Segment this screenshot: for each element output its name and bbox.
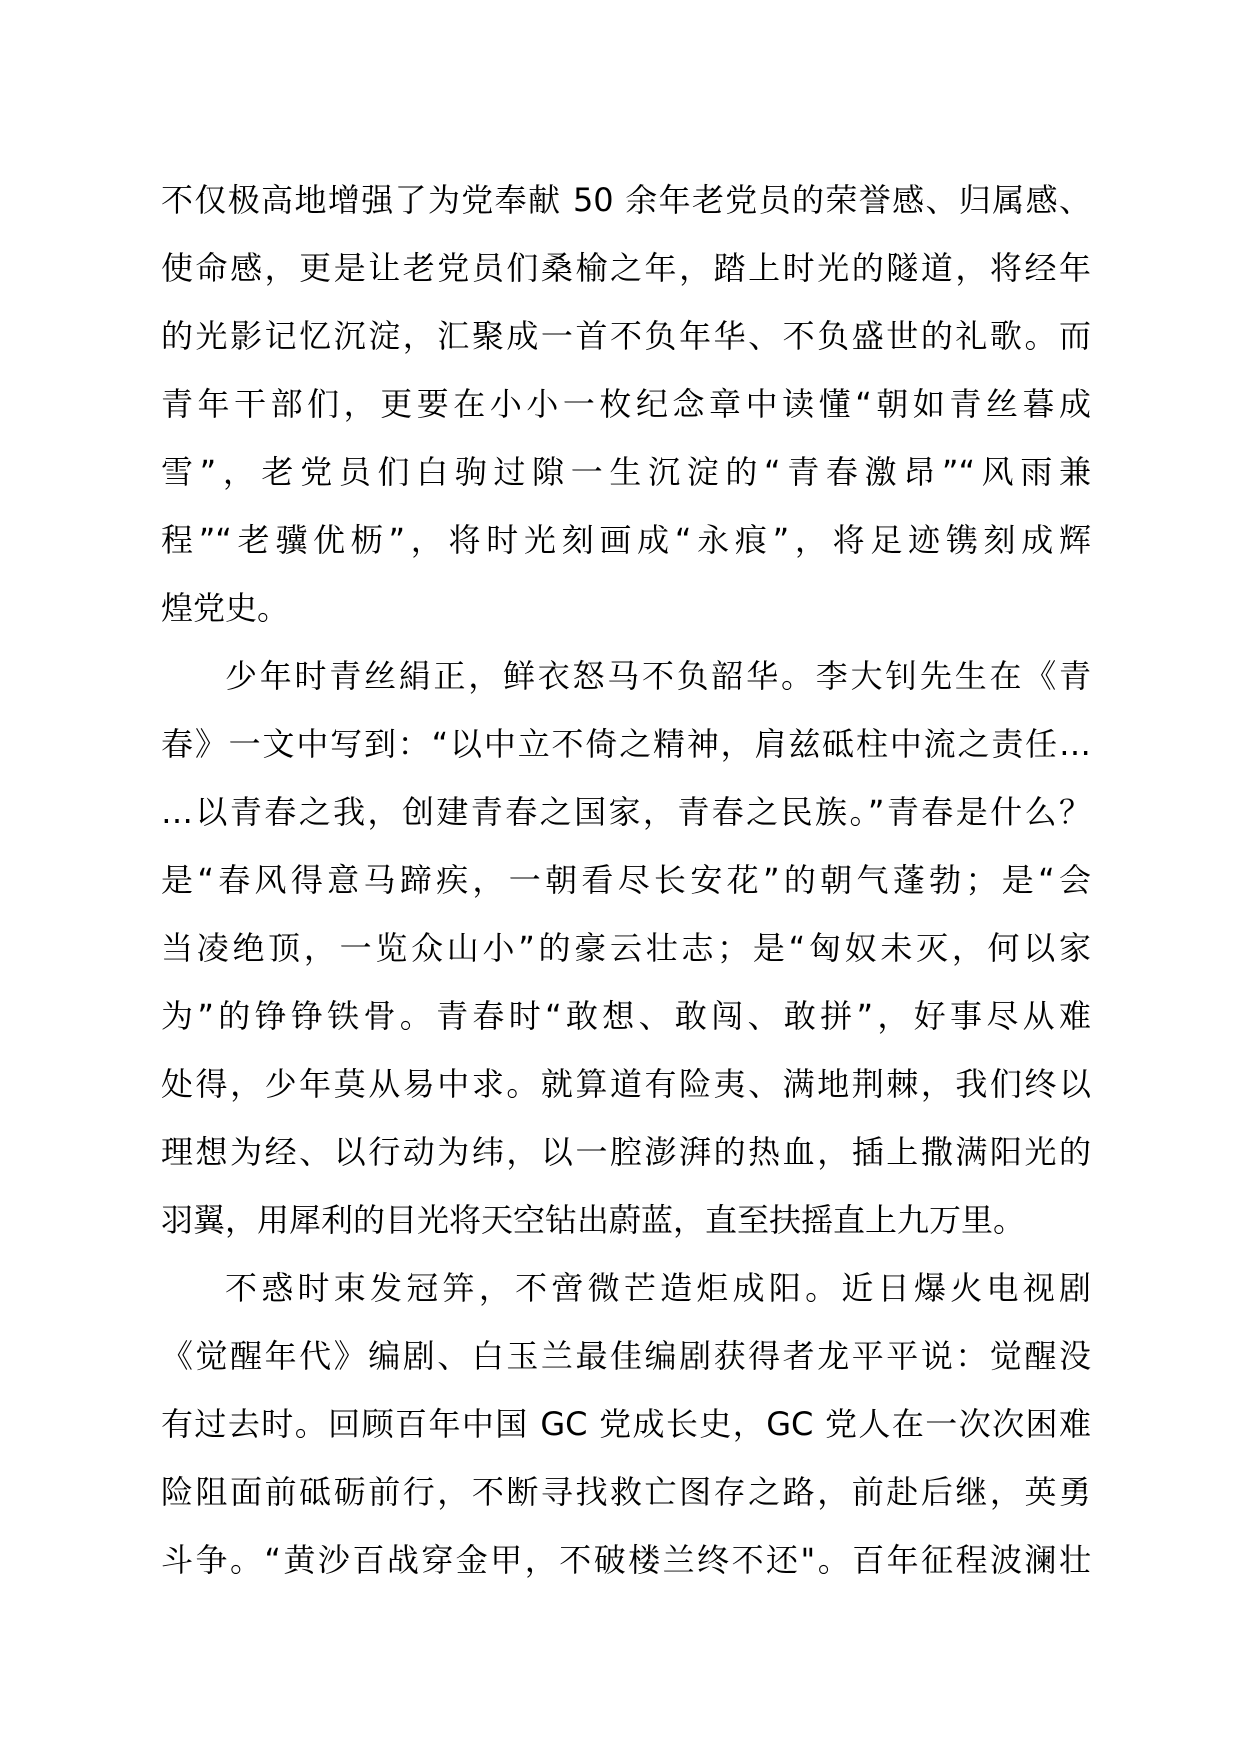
text-line: 不惑时束发冠笄，不啻微芒造炬成阳。近日爆火电视剧 [225,1269,1091,1307]
text-line: 不仅极高地增强了为党奉献 50 余年老党员的荣誉感、归属感、 [161,181,1091,219]
text-line: …以青春之我，创建青春之国家，青春之民族。”青春是什么？ [161,793,1091,831]
text-line: 险阻面前砥砺前行，不断寻找救亡图存之路，前赴后继，英勇 [161,1473,1091,1511]
text-line: 少年时青丝絹正，鲜衣怒马不负韶华。李大钊先生在《青 [225,657,1091,695]
text-line: 程”“老骥优枥”，将时光刻画成“永痕”，将足迹镌刻成辉 [161,521,1091,559]
paragraph-2 [161,642,1091,1254]
text-line: 煌党史。 [161,589,290,627]
text-line: 处得，少年莫从易中求。就算道有险夷、满地荆棘，我们终以 [161,1065,1091,1103]
text-line: 是“春风得意马蹄疾，一朝看尽长安花”的朝气蓬勃；是“会 [161,861,1091,899]
text-line: 青年干部们，更要在小小一枚纪念章中读懂“朝如青丝暮成 [161,385,1091,423]
text-line: 春》一文中写到：“以中立不倚之精神，肩兹砥柱中流之责任… [161,725,1091,763]
text-line: 有过去时。回顾百年中国 GC 党成长史，GC 党人在一次次困难 [161,1405,1091,1443]
text-line: 的光影记忆沉淀，汇聚成一首不负年华、不负盛世的礼歌。而 [161,317,1091,355]
text-line: 使命感，更是让老党员们桑榆之年，踏上时光的隧道，将经年 [161,249,1091,287]
document-body [161,166,1091,1594]
text-line: 当凌绝顶，一览众山小”的豪云壮志；是“匈奴未灭，何以家 [161,929,1091,967]
text-line: 羽翼，用犀利的目光将天空钻出蔚蓝，直至扶摇直上九万里。 [161,1201,1026,1239]
paragraph-1 [161,166,1091,642]
text-line: 理想为经、以行动为纬，以一腔澎湃的热血，插上撒满阳光的 [161,1133,1091,1171]
paragraph-3 [161,1254,1091,1594]
text-line: 雪”，老党员们白驹过隙一生沉淀的“青春激昂”“风雨兼 [161,453,1091,491]
text-line: 为”的铮铮铁骨。青春时“敢想、敢闯、敢拼”，好事尽从难 [161,997,1091,1035]
text-line: 《觉醒年代》编剧、白玉兰最佳编剧获得者龙平平说：觉醒没 [161,1337,1091,1375]
text-line: 斗争。“黄沙百战穿金甲，不破楼兰终不还"。百年征程波澜壮 [161,1541,1091,1579]
